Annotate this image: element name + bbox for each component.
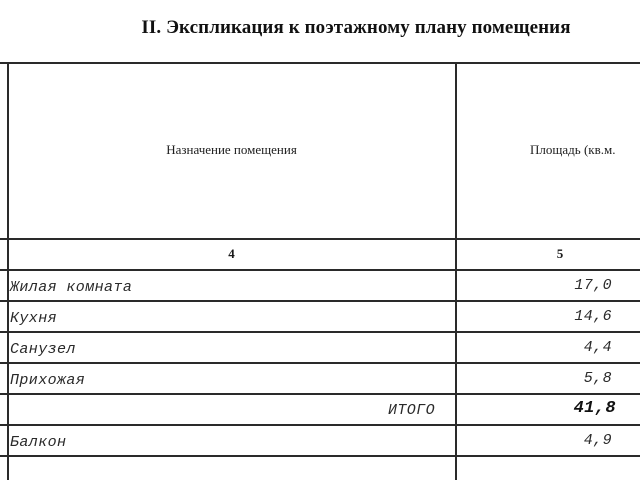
room-area-hallway: 5,8 bbox=[583, 370, 612, 387]
total-area: 41,8 bbox=[573, 399, 616, 418]
room-area-bathroom: 4,4 bbox=[583, 339, 612, 356]
room-area-kitchen: 14,6 bbox=[574, 308, 612, 325]
row-divider bbox=[0, 300, 640, 302]
row-divider bbox=[0, 424, 640, 426]
room-area-balcony: 4,9 bbox=[583, 432, 612, 449]
column-number-area: 5 bbox=[556, 246, 564, 261]
room-name-hallway: Прихожая bbox=[10, 372, 86, 389]
header-area: Площадь (кв.м. bbox=[530, 142, 616, 157]
room-name-balcony: Балкон bbox=[10, 434, 67, 451]
row-divider bbox=[0, 362, 640, 364]
room-name-bathroom: Санузел bbox=[10, 341, 76, 358]
row-divider bbox=[0, 269, 640, 271]
column-number-purpose: 4 bbox=[228, 246, 235, 261]
total-label: ИТОГО bbox=[388, 402, 436, 419]
table-top-border bbox=[0, 62, 640, 64]
column-divider bbox=[455, 62, 457, 480]
room-name-living: Жилая комната bbox=[10, 279, 133, 296]
row-divider bbox=[0, 331, 640, 333]
page-title: II. Экспликация к поэтажному плану помещения bbox=[141, 17, 571, 38]
room-area-living: 17,0 bbox=[574, 277, 612, 294]
row-divider bbox=[0, 393, 640, 395]
header-bottom-border bbox=[0, 238, 640, 240]
column-divider bbox=[7, 62, 9, 480]
header-purpose: Назначение помещения bbox=[166, 142, 297, 157]
room-name-kitchen: Кухня bbox=[10, 310, 58, 327]
row-divider bbox=[0, 455, 640, 457]
